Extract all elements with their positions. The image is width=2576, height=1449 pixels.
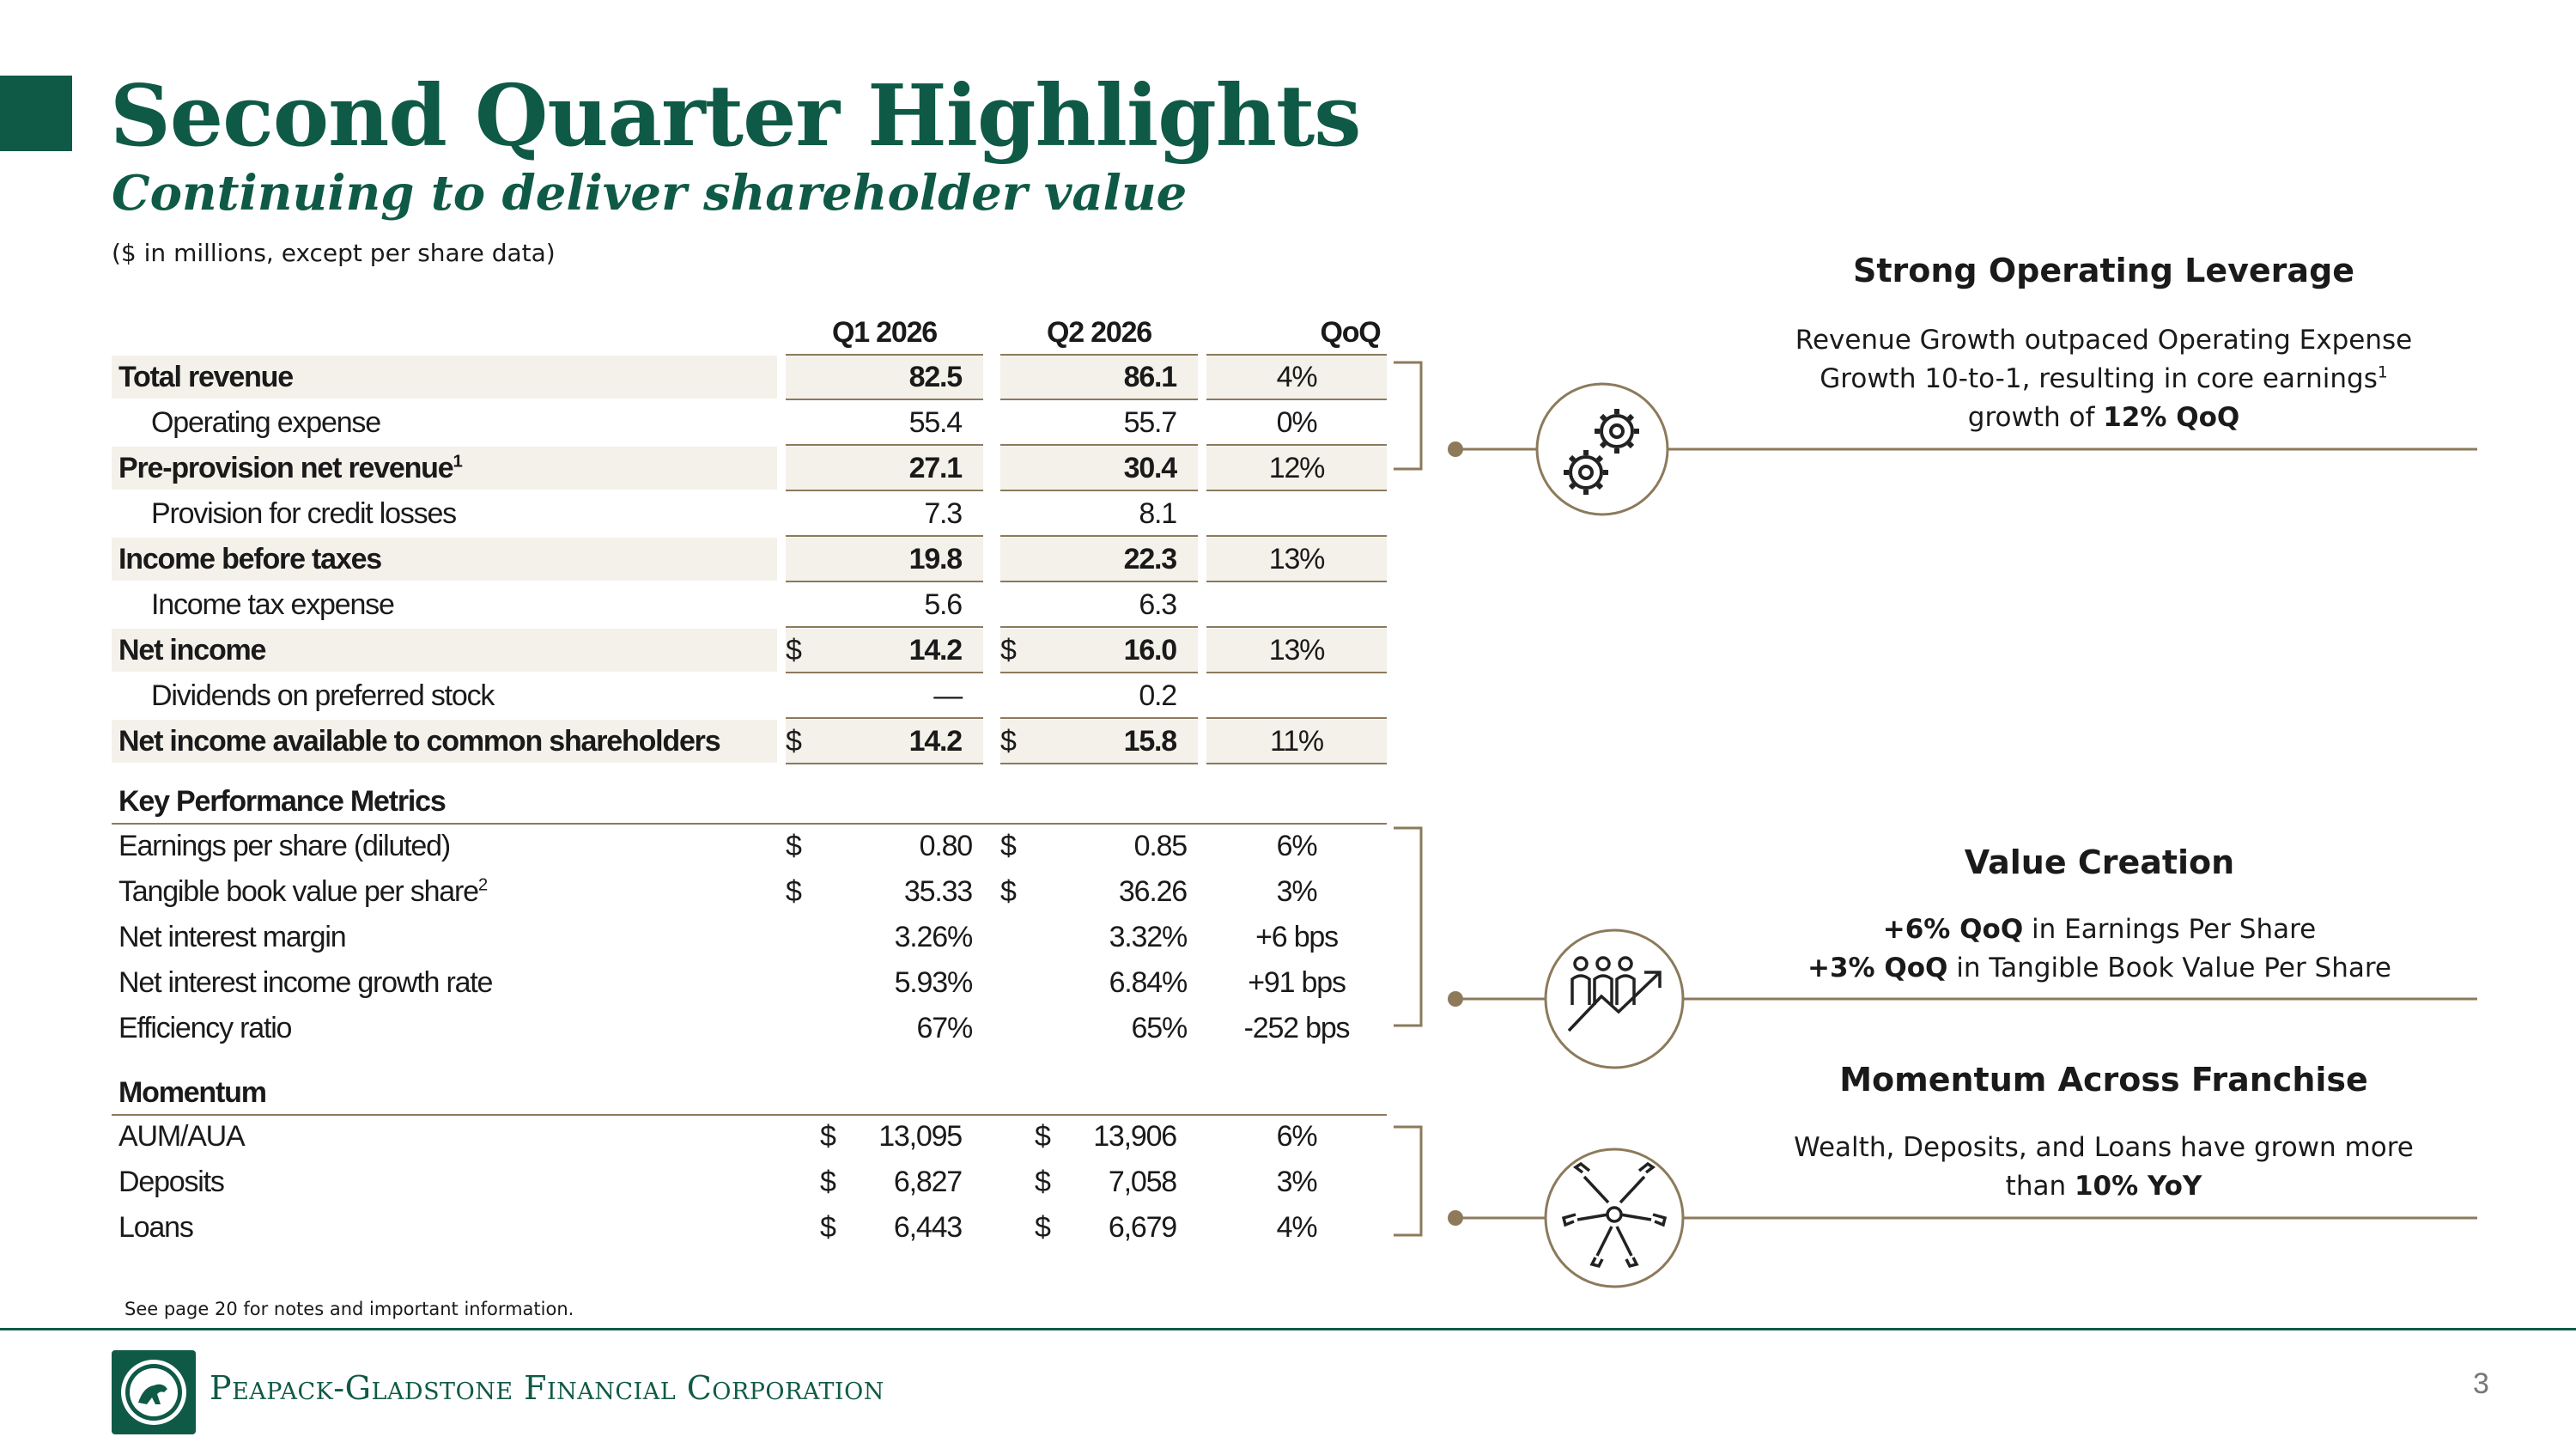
q2-value: 15.8 bbox=[1123, 725, 1176, 758]
leverage-connector-dot bbox=[1448, 441, 1463, 457]
row-rule bbox=[1206, 490, 1387, 491]
q1-value: 6,443 bbox=[893, 1211, 962, 1244]
hands-together-icon bbox=[1564, 1164, 1665, 1266]
col-header-q1: Q1 2026 bbox=[831, 316, 938, 349]
qoq-value: 13% bbox=[1268, 634, 1325, 667]
q1-value: — bbox=[933, 679, 962, 712]
header-rule bbox=[1206, 354, 1387, 356]
q1-dollar: $ bbox=[820, 1166, 835, 1198]
q1-value: 82.5 bbox=[908, 361, 962, 393]
leverage-line-2-sup: 1 bbox=[2377, 363, 2388, 382]
row-label: Loans bbox=[118, 1211, 193, 1244]
header-rule bbox=[786, 354, 983, 356]
q1-dollar: $ bbox=[820, 1120, 835, 1153]
value-line-1-bold: +6% QoQ bbox=[1882, 914, 2024, 945]
q1-value: 19.8 bbox=[908, 543, 962, 575]
momentum-connector-dot bbox=[1448, 1210, 1463, 1226]
value-line-2 bbox=[1713, 949, 2486, 988]
value-line-2-text: in Tangible Book Value Per Share bbox=[1947, 953, 2392, 983]
q2-value: 36.26 bbox=[1118, 875, 1187, 908]
leverage-icon-ring bbox=[1537, 384, 1668, 514]
qoq-value: 6% bbox=[1276, 1120, 1317, 1153]
row-rule bbox=[1206, 399, 1387, 400]
row-rule bbox=[1000, 490, 1198, 491]
row-label: Net income bbox=[118, 634, 266, 667]
q2-value: 6,679 bbox=[1108, 1211, 1176, 1244]
income-bracket bbox=[1394, 362, 1421, 469]
q2-dollar: $ bbox=[1035, 1120, 1050, 1153]
qoq-value bbox=[1206, 492, 1387, 535]
value-line-1-text: in Earnings Per Share bbox=[2023, 914, 2317, 945]
table-header-row bbox=[112, 311, 1387, 354]
table-row bbox=[112, 961, 1387, 1004]
q1-value: 67% bbox=[916, 1012, 972, 1044]
row-label: Efficiency ratio bbox=[118, 1012, 292, 1044]
q2-dollar: $ bbox=[1035, 1166, 1050, 1198]
value-callout-title: Value Creation bbox=[1964, 843, 2235, 881]
qoq-value: 3% bbox=[1276, 875, 1317, 908]
row-rule bbox=[786, 626, 983, 628]
leverage-callout-body bbox=[1717, 321, 2490, 437]
row-rule bbox=[1000, 535, 1198, 537]
table-row bbox=[112, 1160, 1387, 1203]
table-row bbox=[112, 492, 1387, 535]
momentum-line-2 bbox=[1717, 1167, 2490, 1206]
momentum-bracket bbox=[1394, 1127, 1421, 1235]
q1-value: 14.2 bbox=[908, 634, 962, 667]
table-row bbox=[112, 870, 1387, 913]
leverage-line-3-bold: 12% QoQ bbox=[2103, 402, 2240, 433]
table-row bbox=[112, 538, 1387, 581]
row-label: Total revenue bbox=[118, 361, 293, 393]
q2-value: 65% bbox=[1131, 1012, 1187, 1044]
row-label: Net interest margin bbox=[118, 921, 346, 953]
qoq-value: 6% bbox=[1276, 830, 1317, 862]
row-rule bbox=[1000, 763, 1198, 764]
table-row bbox=[112, 356, 1387, 399]
table-row bbox=[112, 720, 1387, 763]
units-note: ($ in millions, except per share data) bbox=[112, 239, 556, 267]
row-rule bbox=[1206, 444, 1387, 446]
table-row bbox=[112, 629, 1387, 672]
q2-dollar: $ bbox=[1000, 875, 1016, 908]
q2-value: 7,058 bbox=[1108, 1166, 1176, 1198]
q2-value: 22.3 bbox=[1123, 543, 1176, 575]
row-rule bbox=[1000, 581, 1198, 582]
page-subtitle: Continuing to deliver shareholder value bbox=[112, 165, 1188, 222]
kpi-bracket bbox=[1394, 828, 1421, 1026]
row-rule bbox=[1000, 626, 1198, 628]
leverage-line-2-text: Growth 10-to-1, resulting in core earnings bbox=[1820, 363, 2378, 394]
company-name: Peapack-Gladstone Financial Corporation bbox=[210, 1369, 884, 1407]
col-header-q2: Q2 2026 bbox=[1046, 316, 1152, 349]
q2-value: 13,906 bbox=[1093, 1120, 1176, 1153]
row-rule bbox=[786, 581, 983, 582]
value-callout-body bbox=[1713, 910, 2486, 988]
gears-icon bbox=[1564, 409, 1639, 495]
row-rule bbox=[1206, 763, 1387, 764]
table-row bbox=[112, 674, 1387, 717]
q1-value: 5.93% bbox=[894, 966, 972, 999]
row-rule bbox=[1206, 672, 1387, 673]
momentum-line-2-text: than bbox=[2005, 1171, 2075, 1202]
row-label: Net income available to common shareholders bbox=[118, 725, 720, 758]
qoq-value: +6 bps bbox=[1255, 921, 1338, 953]
page-number: 3 bbox=[2473, 1367, 2489, 1400]
row-label: Income before taxes bbox=[118, 543, 381, 575]
row-rule bbox=[786, 763, 983, 764]
q1-dollar: $ bbox=[820, 1211, 835, 1244]
leverage-line-3 bbox=[1717, 399, 2490, 437]
qoq-value: 13% bbox=[1268, 543, 1325, 575]
row-label: Operating expense bbox=[151, 406, 380, 439]
q1-value: 7.3 bbox=[924, 497, 962, 530]
q2-dollar: $ bbox=[1035, 1211, 1050, 1244]
row-rule bbox=[1000, 717, 1198, 719]
table-row bbox=[112, 447, 1387, 490]
q2-value: 3.32% bbox=[1109, 921, 1187, 953]
row-label: Provision for credit losses bbox=[151, 497, 456, 530]
row-rule bbox=[1206, 717, 1387, 719]
logo-seal-icon bbox=[118, 1356, 190, 1428]
qoq-value: 4% bbox=[1276, 1211, 1317, 1244]
row-label: AUM/AUA bbox=[118, 1120, 245, 1153]
momentum-callout-body bbox=[1717, 1129, 2490, 1206]
momentum-section-title: Momentum bbox=[118, 1076, 266, 1109]
row-rule bbox=[1000, 399, 1198, 400]
q2-value: 30.4 bbox=[1123, 452, 1176, 484]
row-rule bbox=[786, 717, 983, 719]
table-row bbox=[112, 916, 1387, 959]
row-label: Net interest income growth rate bbox=[118, 966, 493, 999]
row-rule bbox=[786, 444, 983, 446]
momentum-line-1: Wealth, Deposits, and Loans have grown more bbox=[1794, 1132, 2414, 1163]
qoq-value: 4% bbox=[1276, 361, 1317, 393]
company-logo bbox=[112, 1350, 196, 1434]
qoq-value: 3% bbox=[1276, 1166, 1317, 1198]
qoq-value: -252 bps bbox=[1243, 1012, 1350, 1044]
row-rule bbox=[1206, 581, 1387, 582]
page-title: Second Quarter Highlights bbox=[110, 67, 1361, 166]
q1-dollar: $ bbox=[786, 725, 801, 758]
q1-value: 0.80 bbox=[919, 830, 972, 862]
q1-value: 27.1 bbox=[908, 452, 962, 484]
row-rule bbox=[1000, 672, 1198, 673]
title-accent-square bbox=[0, 76, 72, 151]
row-label: Dividends on preferred stock bbox=[151, 679, 495, 712]
q1-value: 5.6 bbox=[924, 588, 962, 621]
q2-dollar: $ bbox=[1000, 830, 1016, 862]
momentum-callout-title: Momentum Across Franchise bbox=[1839, 1061, 2368, 1099]
value-connector-dot bbox=[1448, 991, 1463, 1007]
table-row bbox=[112, 825, 1387, 868]
table-row bbox=[112, 401, 1387, 444]
q2-value: 6.84% bbox=[1109, 966, 1187, 999]
footnote: See page 20 for notes and important information. bbox=[125, 1299, 574, 1319]
leverage-callout-title: Strong Operating Leverage bbox=[1852, 252, 2355, 289]
q2-dollar: $ bbox=[1000, 634, 1016, 667]
momentum-line-2-bold: 10% YoY bbox=[2074, 1171, 2202, 1202]
q2-dollar: $ bbox=[1000, 725, 1016, 758]
leverage-line-1: Revenue Growth outpaced Operating Expense bbox=[1795, 325, 2413, 356]
kpi-section-title: Key Performance Metrics bbox=[118, 785, 446, 818]
q1-dollar: $ bbox=[786, 634, 801, 667]
value-line-1 bbox=[1713, 910, 2486, 949]
q2-value: 86.1 bbox=[1123, 361, 1176, 393]
q1-value: 3.26% bbox=[894, 921, 972, 953]
q2-value: 16.0 bbox=[1123, 634, 1176, 667]
qoq-value: +91 bps bbox=[1248, 966, 1346, 999]
row-rule bbox=[786, 535, 983, 537]
q1-value: 55.4 bbox=[908, 406, 962, 439]
qoq-value bbox=[1206, 583, 1387, 626]
header-rule bbox=[1000, 354, 1198, 356]
q2-value: 6.3 bbox=[1139, 588, 1176, 621]
row-rule bbox=[786, 399, 983, 400]
table-row bbox=[112, 583, 1387, 626]
row-label: Pre-provision net revenue$^1$ bbox=[118, 452, 462, 484]
q2-value: 0.2 bbox=[1139, 679, 1176, 712]
q2-value: 55.7 bbox=[1123, 406, 1176, 439]
qoq-value: 11% bbox=[1270, 725, 1323, 758]
row-rule bbox=[786, 672, 983, 673]
q1-value: 35.33 bbox=[903, 875, 972, 908]
row-rule bbox=[1206, 626, 1387, 628]
q2-value: 8.1 bbox=[1139, 497, 1176, 530]
q1-dollar: $ bbox=[786, 875, 801, 908]
row-rule bbox=[1206, 535, 1387, 537]
footer-divider bbox=[0, 1328, 2576, 1330]
col-header-qoq: QoQ bbox=[1320, 316, 1381, 349]
leverage-line-3-text: growth of bbox=[1967, 402, 2104, 433]
value-icon-ring bbox=[1546, 930, 1683, 1068]
qoq-value: 12% bbox=[1268, 452, 1325, 484]
row-label: Earnings per share (diluted) bbox=[118, 830, 450, 862]
row-rule bbox=[1000, 444, 1198, 446]
qoq-value bbox=[1206, 674, 1387, 717]
q1-value: 13,095 bbox=[878, 1120, 962, 1153]
q1-value: 14.2 bbox=[908, 725, 962, 758]
people-growth-icon bbox=[1569, 958, 1660, 1031]
q1-value: 6,827 bbox=[893, 1166, 962, 1198]
q2-value: 0.85 bbox=[1133, 830, 1187, 862]
row-label: Tangible book value per share$^2$ bbox=[118, 875, 487, 908]
table-row bbox=[112, 1206, 1387, 1249]
row-rule bbox=[786, 490, 983, 491]
q1-dollar: $ bbox=[786, 830, 801, 862]
row-label: Income tax expense bbox=[151, 588, 394, 621]
row-label: Deposits bbox=[118, 1166, 224, 1198]
value-line-2-bold: +3% QoQ bbox=[1807, 953, 1948, 983]
table-row bbox=[112, 1115, 1387, 1158]
leverage-line-2 bbox=[1717, 360, 2490, 399]
table-row bbox=[112, 1007, 1387, 1050]
qoq-value: 0% bbox=[1276, 406, 1317, 439]
